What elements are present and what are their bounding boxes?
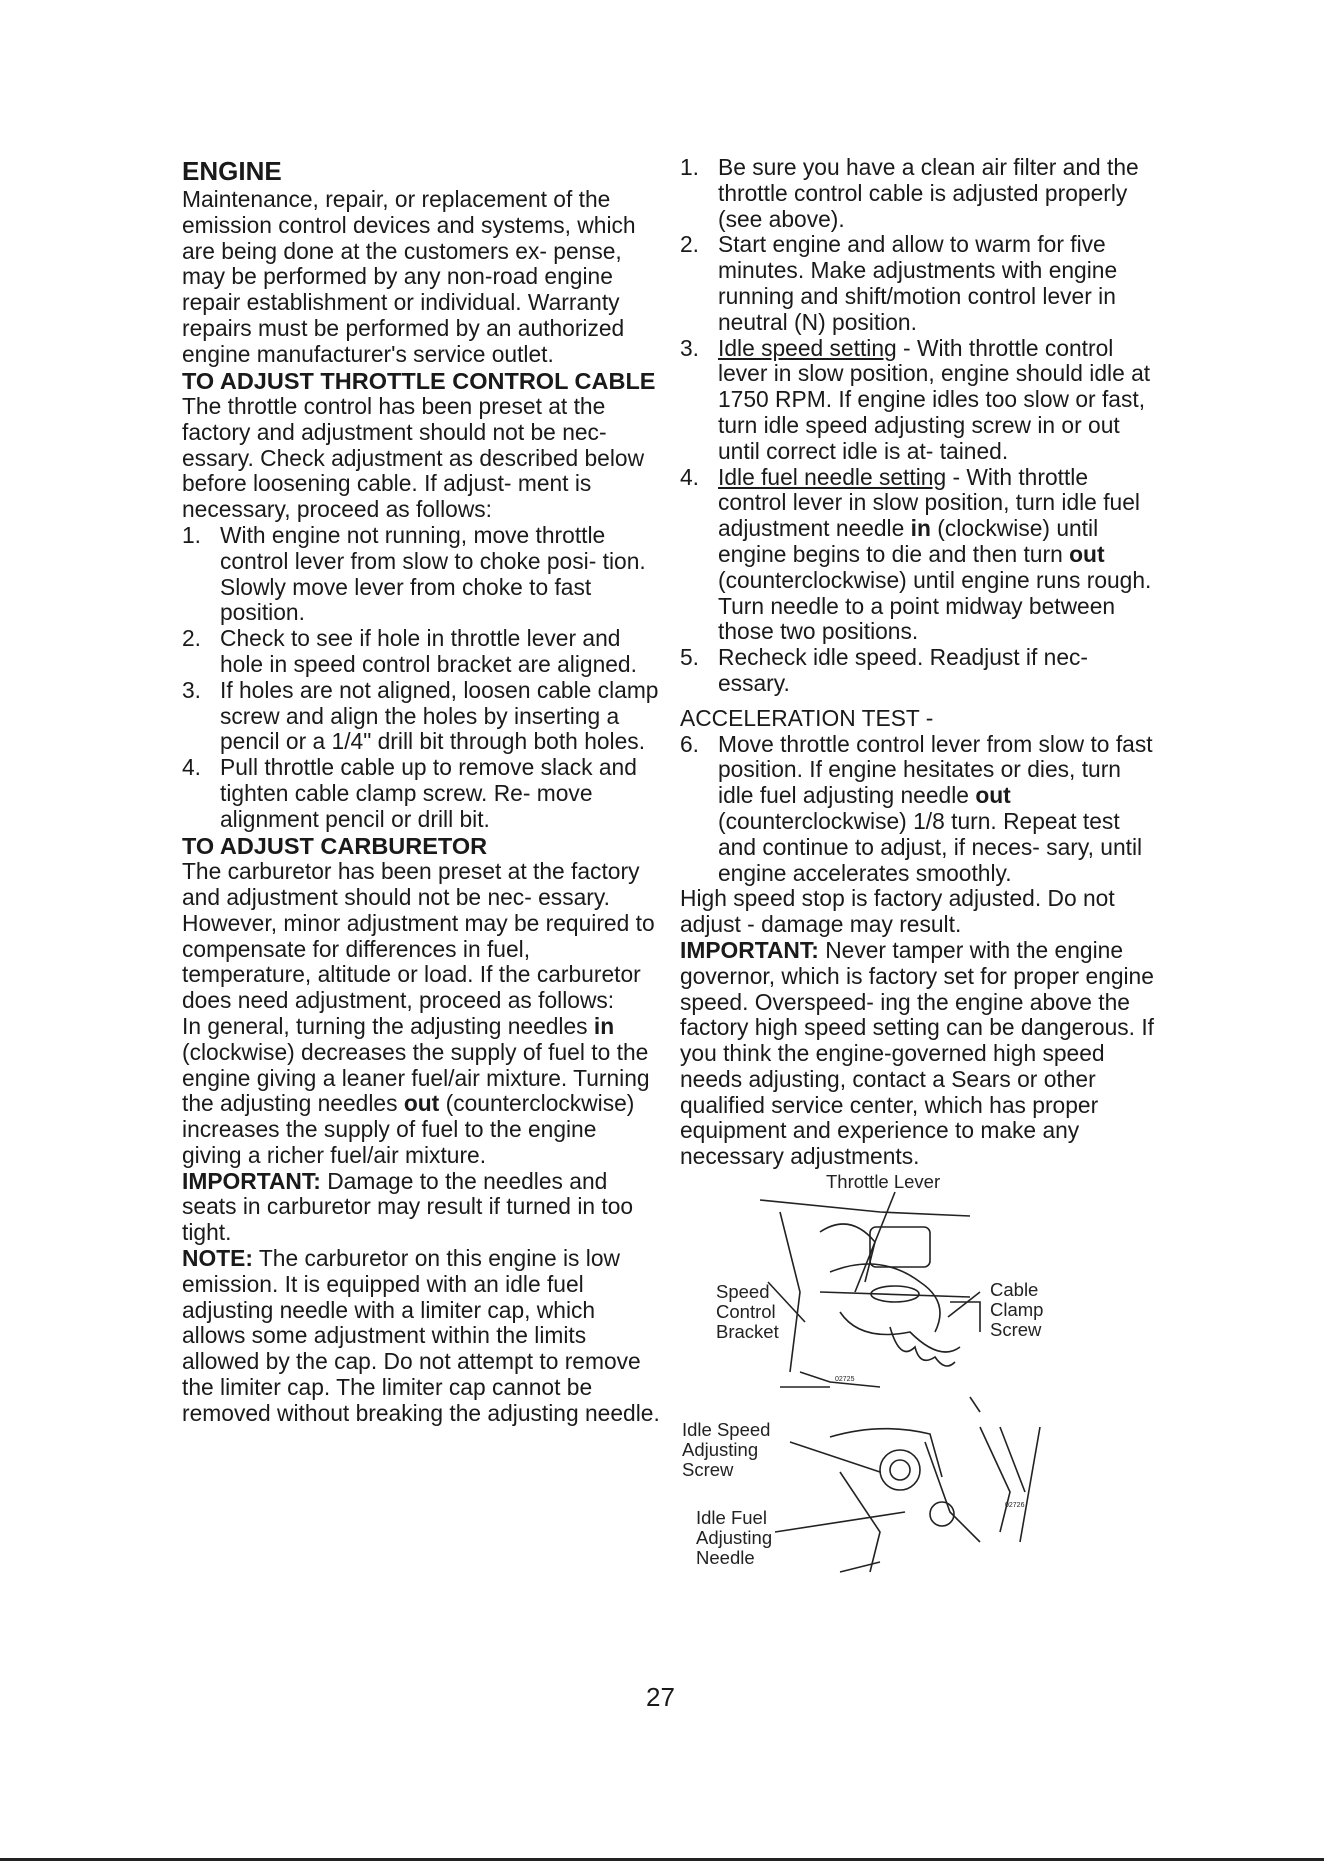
carb-step bbox=[680, 645, 1160, 697]
step-number: 2. bbox=[182, 625, 202, 652]
note-paragraph bbox=[182, 1246, 660, 1427]
label-throttle-lever: Throttle Lever bbox=[826, 1171, 941, 1193]
carburetor-illustration bbox=[680, 1172, 1160, 1642]
carb-body-side bbox=[925, 1442, 980, 1542]
idle-speed-screw bbox=[880, 1450, 920, 1490]
step-text: (counterclockwise) 1/8 turn. Repeat test and continue to adjust, if neces- sary, until engine accelerates smoothly. bbox=[718, 807, 1143, 886]
needle-tail bbox=[840, 1562, 880, 1572]
idle-speed-screw-center bbox=[890, 1460, 910, 1480]
important-label: IMPORTANT: bbox=[680, 936, 819, 963]
throttle-cable-paragraph: The throttle control has been preset at the factory and adjustment should not be nec- essary. Check adjustment as described below before loosening cable. If adjust- ment is necessary, proceed as follows: bbox=[182, 393, 645, 523]
step-text: - With throttle control lever in slow position, engine should idle at 1750 RPM. If engine idles too slow or fast, turn idle speed adjusting screw in or out until correct idle is at- tained. bbox=[718, 334, 1151, 464]
important-text: Damage to the needles and seats in carburetor may result if turned in too tight. bbox=[182, 1167, 634, 1246]
step-number: 5. bbox=[680, 644, 700, 671]
step-text: Be sure you have a clean air filter and the throttle control cable is adjusted properly (see above). bbox=[718, 154, 1139, 232]
important-label: IMPORTANT: bbox=[182, 1167, 321, 1194]
idle-fuel-leader bbox=[775, 1512, 905, 1532]
step-text: (counterclockwise) until engine runs rough. Turn needle to a point midway between those two positions. bbox=[718, 566, 1152, 645]
carburetor-paragraph: The carburetor has been preset at the factory and adjustment should not be nec- essary. However, minor adjustment may be required to compensate for differences in fuel, temperature, altitude or load. If the carburetor does need adjustment, proceed as follows: bbox=[182, 858, 655, 1014]
step-out-word: out bbox=[975, 782, 1011, 809]
idle-fuel-needle-cap bbox=[930, 1502, 954, 1526]
throttle-step bbox=[182, 523, 660, 626]
carb-step bbox=[680, 155, 1160, 232]
throttle-lever-leader bbox=[855, 1192, 895, 1292]
general-text-1: In general, turning the adjusting needles bbox=[182, 1012, 588, 1039]
step-number: 6. bbox=[680, 730, 700, 757]
carb-lower-edge bbox=[840, 1472, 880, 1572]
step-text: Recheck idle speed. Readjust if nec- essary. bbox=[718, 644, 1089, 696]
step-number: 4. bbox=[680, 463, 700, 490]
right-frame-line bbox=[1020, 1427, 1040, 1542]
carb-body-top bbox=[830, 1429, 942, 1477]
engine-heading: ENGINE bbox=[182, 156, 282, 186]
general-text-2: (clockwise) decreases the supply of fuel to the engine giving a leaner fuel/air mixture. Turning the adjusting needles bbox=[182, 1038, 650, 1117]
hand-outline bbox=[840, 1312, 960, 1352]
step-number: 4. bbox=[182, 754, 202, 781]
step-text: (clockwise) until engine begins to die and then turn bbox=[718, 515, 1099, 567]
label-idle-fuel-adjusting-needle: Idle Fuel Adjusting Needle bbox=[696, 1507, 773, 1569]
acceleration-test-heading: ACCELERATION TEST - bbox=[680, 704, 934, 731]
label-cable-clamp-screw: Cable Clamp Screw bbox=[990, 1279, 1044, 1341]
step-text: If holes are not aligned, loosen cable clamp screw and align the holes by inserting a pencil or a 1/4" drill bit through both holes. bbox=[220, 676, 659, 755]
general-text-3: (counterclockwise) increases the supply of fuel to the engine giving a richer fuel/air mixture. bbox=[182, 1090, 635, 1168]
important-note-left bbox=[182, 1169, 660, 1246]
step-number: 1. bbox=[680, 154, 700, 180]
throttle-step bbox=[182, 678, 660, 755]
step-number: 3. bbox=[182, 676, 202, 703]
step-title: Idle fuel needle setting bbox=[718, 463, 947, 490]
step-text: Move throttle control lever from slow to fast position. If engine hesitates or dies, turn idle fuel adjusting needle bbox=[718, 730, 1153, 809]
page-number: 27 bbox=[646, 1682, 675, 1712]
high-speed-stop-paragraph: High speed stop is factory adjusted. Do not adjust - damage may result. bbox=[680, 885, 1115, 938]
throttle-step bbox=[182, 626, 660, 678]
clamp-outline bbox=[950, 1302, 980, 1332]
carb-step bbox=[680, 465, 1160, 646]
general-needles-paragraph bbox=[182, 1014, 660, 1169]
step-number: 2. bbox=[680, 231, 700, 258]
right-column bbox=[680, 155, 1160, 1642]
step-title: Idle speed setting bbox=[718, 334, 897, 361]
bracket-line-top bbox=[760, 1200, 970, 1216]
step-text: Pull throttle cable up to remove slack and tighten cable clamp screw. Re- move alignment pencil or drill bit. bbox=[220, 754, 637, 832]
label-idle-speed-adjusting-screw: Idle Speed Adjusting Screw bbox=[682, 1419, 771, 1481]
idle-speed-leader bbox=[790, 1442, 880, 1472]
figure-code-top: 02725 bbox=[835, 1376, 855, 1384]
important-text: Never tamper with the engine governor, which is factory set for proper engine speed. Overspeed- ing the engine above the factory high speed setting can be dangerous. If you think the engine-governed high speed needs adjusting, contact a Sears or other qualified service center, which has proper equipment and experience to make any necessary adjustments. bbox=[680, 936, 1154, 1170]
step-number: 3. bbox=[680, 334, 700, 361]
throttle-cable-heading: TO ADJUST THROTTLE CONTROL CABLE bbox=[182, 367, 656, 394]
bracket-edge bbox=[780, 1212, 800, 1372]
step-number: 1. bbox=[182, 522, 202, 549]
left-column bbox=[182, 155, 660, 1427]
carb-step bbox=[680, 232, 1160, 335]
hand-fingers bbox=[890, 1327, 955, 1366]
pencil-shaft bbox=[820, 1292, 970, 1297]
step-out-word: out bbox=[1069, 540, 1105, 567]
note-text: The carburetor on this engine is low emission. It is equipped with an idle fuel adjusting needle with a limiter cap, which allows some adjustment within the limits allowed by the cap. Do not attempt to remove the limiter cap. The limiter cap cannot be removed without breaking the adjusting needle. bbox=[182, 1245, 660, 1426]
carburetor-figure bbox=[680, 1172, 1160, 1642]
air-horn-right bbox=[1000, 1427, 1025, 1492]
carburetor-steps-list bbox=[680, 155, 1160, 697]
label-speed-control-bracket: Speed Control Bracket bbox=[716, 1281, 779, 1343]
step-in-word: in bbox=[910, 515, 931, 542]
step-text: Start engine and allow to warm for five minutes. Make adjustments with engine running and shift/motion control lever in neutral (N) position. bbox=[718, 231, 1118, 335]
important-note-right bbox=[680, 938, 1160, 1170]
throttle-steps-list bbox=[182, 523, 660, 833]
step-text: Check to see if hole in throttle lever and hole in speed control bracket are aligned. bbox=[220, 625, 637, 678]
figure-code-bottom: 02726 bbox=[1005, 1502, 1025, 1510]
throttle-lever-arm bbox=[820, 1224, 875, 1282]
bottom-rule bbox=[0, 1858, 1324, 1861]
step-text: With engine not running, move throttle control lever from slow to choke posi- tion. Slowly move lever from choke to fast position. bbox=[220, 522, 646, 626]
carb-step bbox=[680, 732, 1160, 887]
lever-curve bbox=[830, 1264, 940, 1332]
right-edge-leader bbox=[970, 1397, 980, 1412]
general-in-word: in bbox=[593, 1012, 615, 1039]
throttle-step bbox=[182, 755, 660, 832]
carburetor-heading: TO ADJUST CARBURETOR bbox=[182, 832, 488, 859]
carb-step bbox=[680, 336, 1160, 465]
step-text: - With throttle control lever in slow position, turn idle fuel adjustment needle bbox=[718, 463, 1140, 542]
general-out-word: out bbox=[403, 1090, 440, 1117]
engine-paragraph: Maintenance, repair, or replacement of the emission control devices and systems, which are being done at the customers ex- pense, may be performed by any non-road engine repair establishment or individual. Warranty repairs must be performed by an authorized engine manufacturer's service outlet. bbox=[182, 186, 636, 367]
note-label: NOTE: bbox=[182, 1245, 253, 1272]
acceleration-steps-list bbox=[680, 732, 1160, 887]
